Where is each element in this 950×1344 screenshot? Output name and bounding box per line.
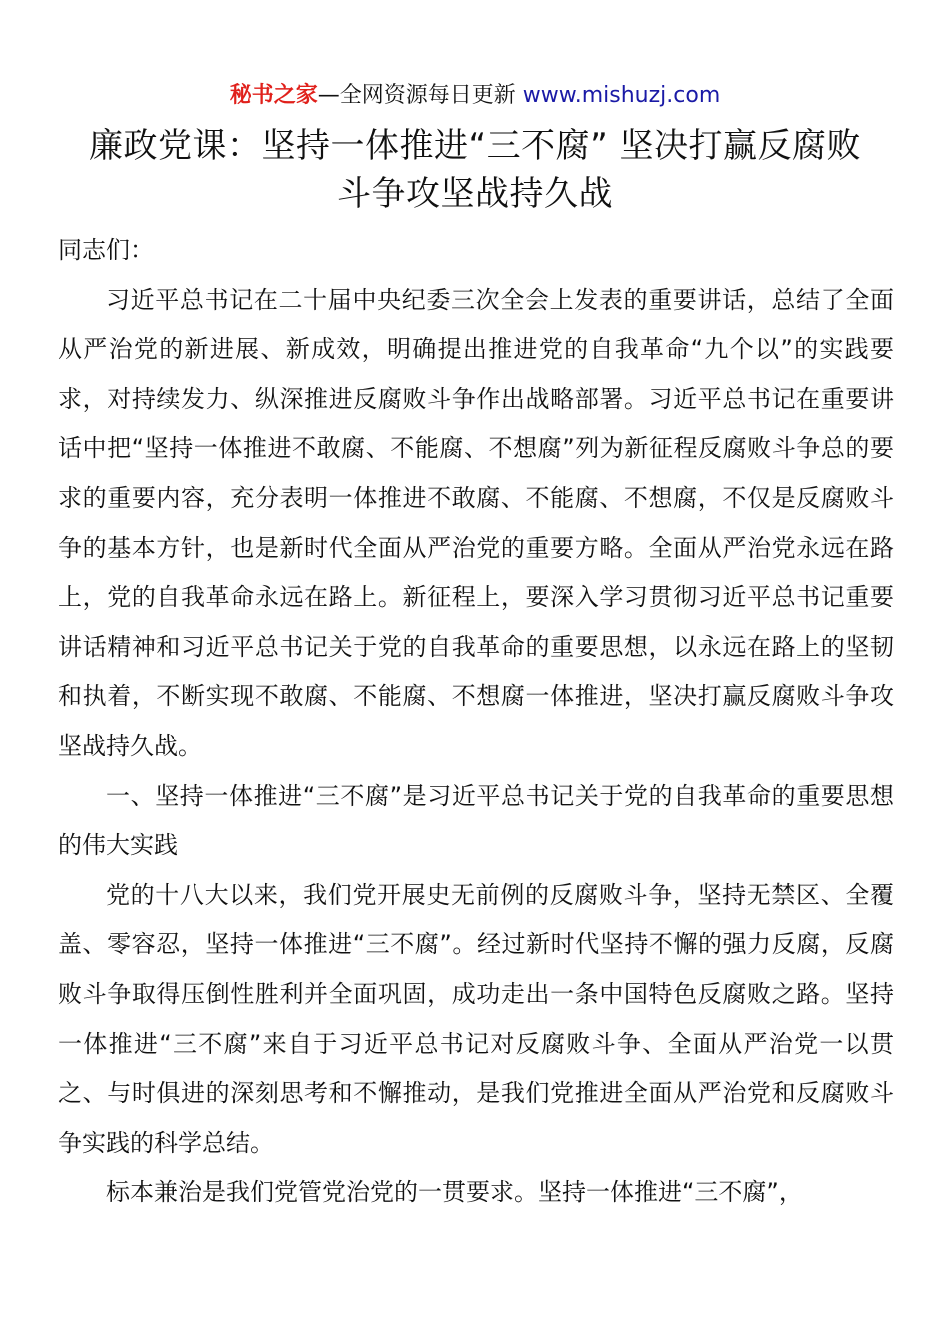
section-heading-1: 一、坚持一体推进“三不腐”是习近平总书记关于党的自我革命的重要思想的伟大实践 <box>58 781 894 860</box>
site-url-link[interactable]: www.mishuzj.com <box>522 83 721 108</box>
document-title <box>40 122 910 218</box>
title-line-1: 廉政党课：坚持一体推进“三不腐” 坚决打赢反腐败 <box>88 126 862 166</box>
title-line-2: 斗争攻坚战持久战 <box>337 174 613 214</box>
salutation: 同志们： <box>58 236 154 264</box>
paragraph-section-1-a: 党的十八大以来，我们党开展史无前例的反腐败斗争，坚持无禁区、全覆盖、零容忍，坚持一体推进“三不腐”。经过新时代坚持不懈的强力反腐，反腐败斗争取得压倒性胜利并全面巩固，成功走出一条中国特色反腐败之路。坚持一体推进“三不腐”来自于习近平总书记对反腐败斗争、全面从严治党一以贯之、与时俱进的深刻思考和不懈推动，是我们党推进全面从严治党和反腐败斗争实践的科学总结。 <box>58 880 894 1157</box>
site-header <box>0 80 950 112</box>
paragraph-intro: 习近平总书记在二十届中央纪委三次全会上发表的重要讲话，总结了全面从严治党的新进展、新成效，明确提出推进党的自我革命“九个以”的实践要求，对持续发力、纵深推进反腐败斗争作出战略部署。习近平总书记在重要讲话中把“坚持一体推进不敢腐、不能腐、不想腐”列为新征程反腐败斗争总的要求的重要内容，充分表明一体推进不敢腐、不能腐、不想腐，不仅是反腐败斗争的基本方针，也是新时代全面从严治党的重要方略。全面从严治党永远在路上，党的自我革命永远在路上。新征程上，要深入学习贯彻习近平总书记重要讲话精神和习近平总书记关于党的自我革命的重要思想，以永远在路上的坚韧和执着，不断实现不敢腐、不能腐、不想腐一体推进，坚决打赢反腐败斗争攻坚战持久战。 <box>58 285 894 760</box>
paragraph-section-1-b: 标本兼治是我们党管党治党的一贯要求。坚持一体推进“三不腐”， <box>106 1178 803 1207</box>
brand-name: 秘书之家 <box>229 83 318 108</box>
header-tagline: —全网资源每日更新 <box>317 83 516 108</box>
document-body <box>58 226 894 1218</box>
